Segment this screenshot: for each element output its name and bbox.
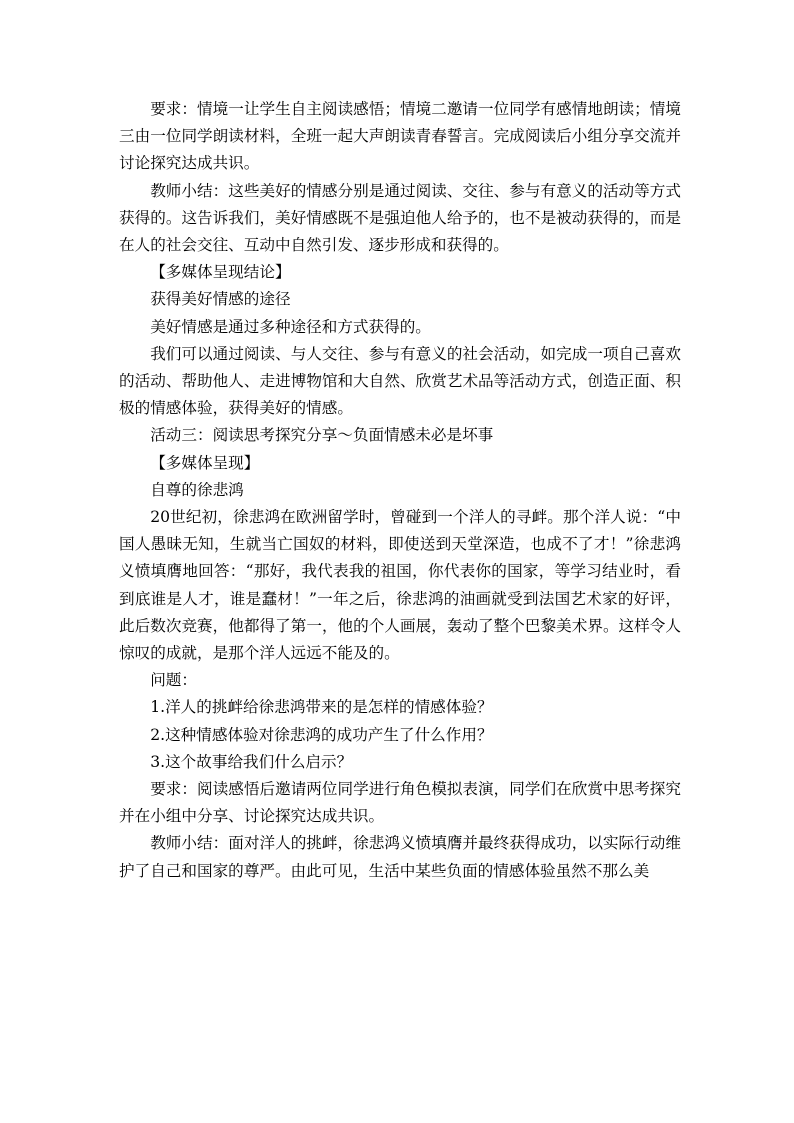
paragraph-conclusion-statement: 美好情感是通过多种途径和方式获得的。 (150, 317, 431, 336)
paragraph-multimedia-heading: 【多媒体呈现】 (150, 453, 260, 472)
paragraph-teacher-summary-2: 教师小结：面对洋人的挑衅，徐悲鸿义愤填膺并最终获得成功，以实际行动维护了自己和国家的尊严。由此可见，生活中某些负面的情感体验虽然不那么美 (119, 834, 681, 880)
paragraph-conclusion-title: 获得美好情感的途径 (150, 290, 291, 309)
paragraph-story-body: 20世纪初，徐悲鸿在欧洲留学时，曾碰到一个洋人的寻衅。那个洋人说：“中国人愚昧无知，生就当亡国奴的材料，即使送到天堂深造，也成不了才！”徐悲鸿义愤填膺地回答：“那好，我代表我的祖国，你代表你的国家，等学习结业时，看到底谁是人才，谁是蠢材！”一年之后，徐悲鸿的油画就受到法国艺术家的好评，此后数次竞赛，他都得了第一，他的个人画展，轰动了整个巴黎美术界。这样令人惊叹的成就，是那个洋人远远不能及的。 (119, 508, 681, 663)
paragraph-question-2: 2.这种情感体验对徐悲鸿的成功产生了什么作用？ (150, 725, 493, 744)
paragraph-questions-heading: 问题： (150, 671, 197, 690)
paragraph-teacher-summary-1: 教师小结：这些美好的情感分别是通过阅读、交往、参与有意义的活动等方式获得的。这告诉我们，美好情感既不是强迫他人给予的，也不是被动获得的，而是在人的社会交往、互动中自然引发、逐步形成和获得的。 (119, 181, 681, 255)
document-page (119, 96, 681, 885)
paragraph-conclusion-detail: 我们可以通过阅读、与人交往、参与有意义的社会活动，如完成一项自己喜欢的活动、帮助他人、走进博物馆和大自然、欣赏艺术品等活动方式，创造正面、积极的情感体验，获得美好的情感。 (119, 344, 681, 418)
paragraph-requirement-1: 要求：情境一让学生自主阅读感悟；情境二邀请一位同学有感情地朗读；情境三由一位同学朗读材料，全班一起大声朗读青春誓言。完成阅读后小组分享交流并讨论探究达成共识。 (119, 100, 681, 173)
paragraph-multimedia-conclusion-heading: 【多媒体呈现结论】 (150, 263, 291, 282)
paragraph-activity-three-heading: 活动三：阅读思考探究分享～负面情感未必是坏事 (150, 426, 494, 445)
paragraph-story-title: 自尊的徐悲鸿 (150, 480, 244, 499)
paragraph-requirement-2: 要求：阅读感悟后邀请两位同学进行角色模拟表演，同学们在欣赏中思考探究并在小组中分享、讨论探究达成共识。 (119, 780, 681, 826)
paragraph-question-3: 3.这个故事给我们什么启示？ (150, 752, 353, 771)
paragraph-question-1: 1.洋人的挑衅给徐悲鸿带来的是怎样的情感体验？ (150, 698, 493, 717)
